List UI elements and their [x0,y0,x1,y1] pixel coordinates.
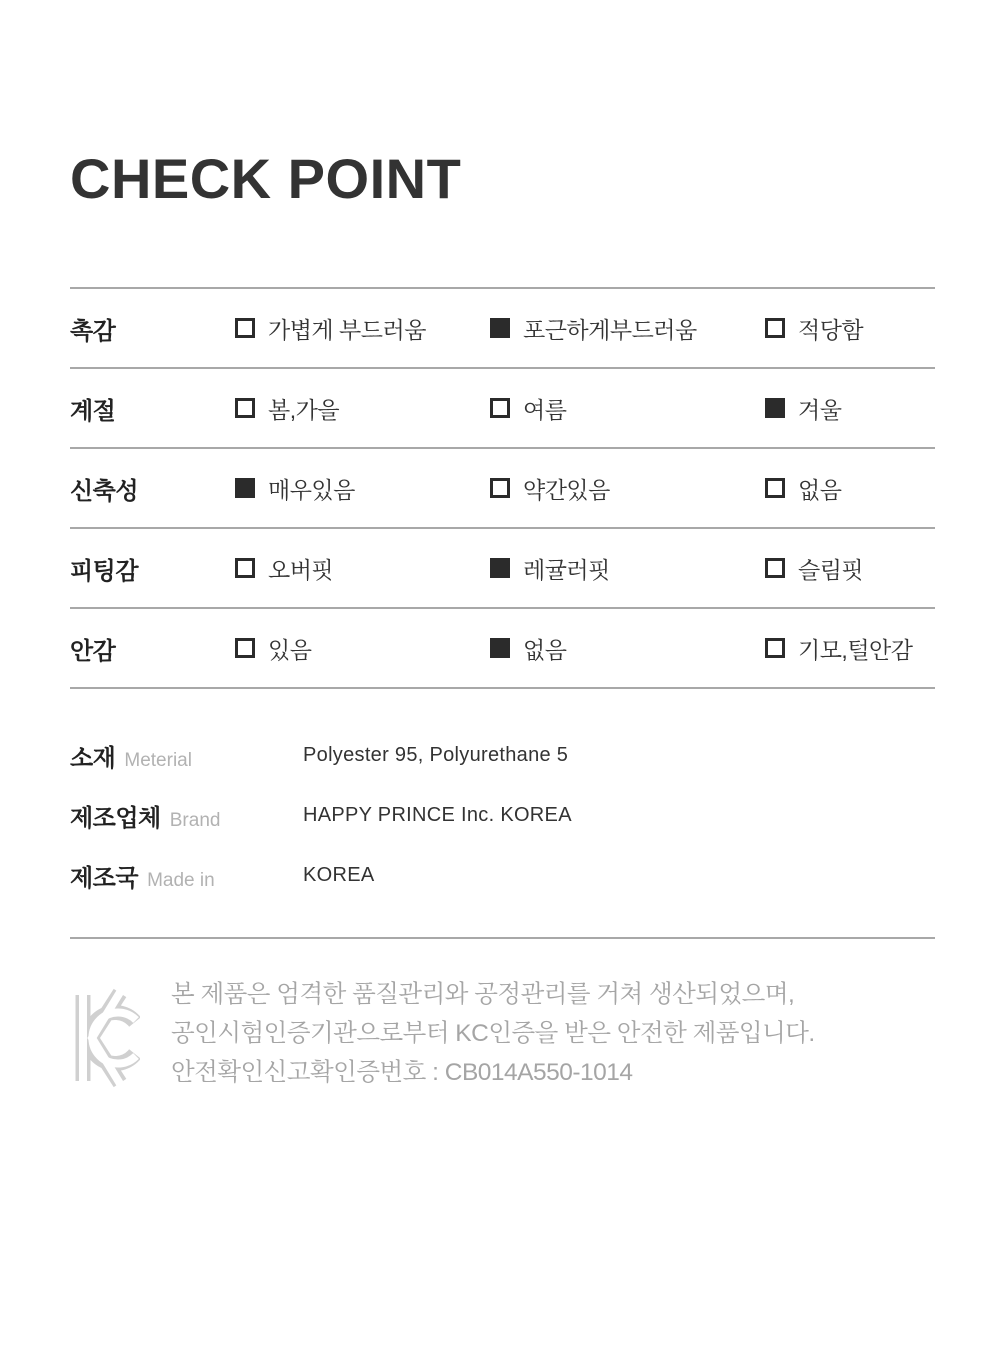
option-label: 여름 [523,396,567,423]
option-label: 슬림핏 [798,556,864,583]
certification-text [171,975,815,1092]
row-label: 촉감 [70,317,116,345]
option-cell [235,632,490,665]
table-row-lining [70,609,935,689]
checkbox-icon [765,638,785,658]
row-label: 계절 [70,397,116,425]
option-cell [765,472,935,505]
table-row-elasticity [70,449,935,529]
checkbox-icon [235,318,255,338]
info-value: HAPPY PRINCE Inc. KOREA [303,803,572,826]
info-label-english: Made in [147,869,215,891]
row-label: 안감 [70,637,116,665]
certification-line: 공인시험인증기관으로부터 KC인증을 받은 안전한 제품입니다. [171,1020,815,1047]
table-row-season [70,369,935,449]
table-row-fit [70,529,935,609]
info-row-brand [70,785,935,845]
option-label: 약간있음 [523,476,610,503]
option-label: 가볍게 부드러움 [268,316,426,343]
option-cell [490,392,765,425]
option-label: 레귤러핏 [523,556,610,583]
section-divider [70,937,935,939]
option-cell [235,472,490,505]
info-label [70,858,303,893]
info-label-korean: 제조업체 [70,804,161,832]
info-label [70,798,303,833]
info-row-material [70,725,935,785]
option-label: 겨울 [798,396,842,423]
checkbox-icon [235,478,255,498]
checkpoint-table [70,287,935,689]
checkbox-icon [490,558,510,578]
checkbox-icon [765,318,785,338]
option-label: 봄,가을 [268,396,340,423]
option-label: 있음 [268,636,312,663]
info-label-english: Brand [169,809,221,831]
checkbox-icon [490,398,510,418]
row-label: 신축성 [70,477,139,505]
kc-certification-mark-icon [70,985,140,1091]
option-label: 매우있음 [268,476,355,503]
option-label: 포근하게부드러움 [523,316,697,343]
info-value: KOREA [303,863,375,886]
option-label: 기모,털안감 [798,636,913,663]
option-cell [490,312,765,345]
option-cell [490,472,765,505]
checkbox-icon [235,638,255,658]
info-label-korean: 소재 [70,744,116,772]
option-cell [765,392,935,425]
info-label [70,738,303,773]
option-cell [235,312,490,345]
option-cell [765,632,935,665]
certification-line: 본 제품은 엄격한 품질관리와 공정관리를 거쳐 생산되었으며, [171,981,795,1008]
table-row-texture [70,289,935,369]
certification-section [70,975,935,1092]
checkbox-icon [490,478,510,498]
checkbox-icon [490,318,510,338]
option-cell [490,632,765,665]
info-label-korean: 제조국 [70,864,139,892]
info-value: Polyester 95, Polyurethane 5 [303,743,569,766]
option-label: 오버핏 [268,556,334,583]
page-title: CHECK POINT [70,147,462,210]
option-cell [235,392,490,425]
info-label-english: Meterial [124,749,192,771]
checkbox-icon [235,558,255,578]
option-cell [490,552,765,585]
option-label: 없음 [798,476,842,503]
option-cell [765,552,935,585]
option-cell [235,552,490,585]
certification-line: 안전확인신고확인증번호 : CB014A550-1014 [171,1059,633,1086]
product-detail-page [0,147,1000,1092]
option-label: 적당함 [798,316,864,343]
checkbox-icon [235,398,255,418]
product-info-section [70,725,935,905]
info-row-made-in [70,845,935,905]
row-label: 피팅감 [70,557,139,585]
option-cell [765,312,935,345]
checkbox-icon [765,558,785,578]
checkbox-icon [765,398,785,418]
checkbox-icon [490,638,510,658]
option-label: 없음 [523,636,567,663]
checkbox-icon [765,478,785,498]
